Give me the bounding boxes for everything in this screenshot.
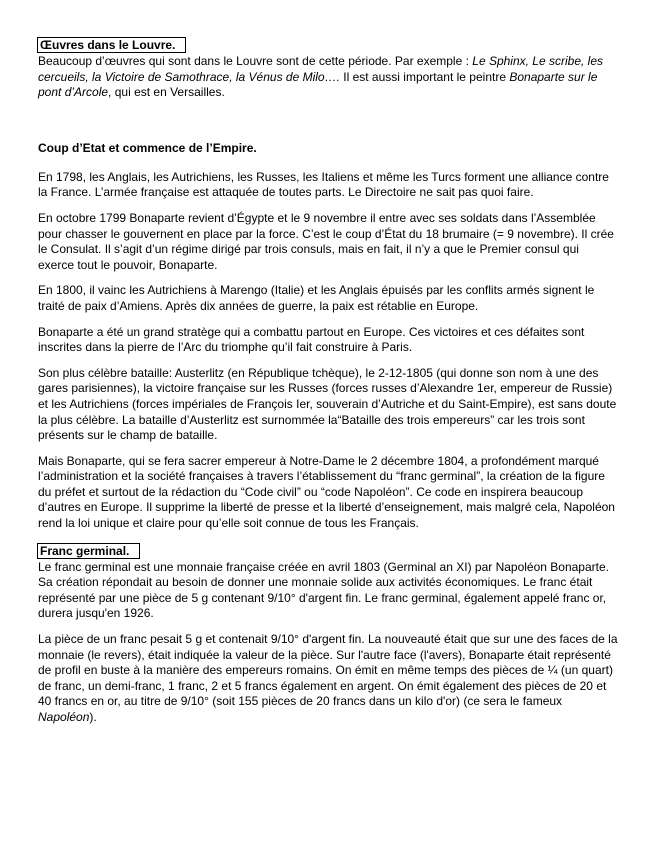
- document-page: [38, 36, 618, 726]
- franc-paragraph-2-text: La pièce de un franc pesait 5 g et contenait 9/10° d'argent fin. La nouveauté était que sur une des faces de la monnaie (le revers), était indiquée la valeur de la pièce. Sur l'autre face (l'avers), Bonaparte était représenté de profil en buste à la manière des empereurs romains. On émit en même temps des pièces de ¼ (un quart) de franc, un demi-franc, 1 franc, 2 et 5 francs également en argent. On émit également des pièces de 20 et 40 francs en or, au titre de 9/10° (soit 155 pièces de 20 francs dans un kilo d'or) (ce sera le fameux: [38, 632, 618, 709]
- empire-paragraph-5: Son plus célèbre bataille: Austerlitz (en République tchèque), le 2-12-1805 (qui donne son nom à une des gares parisiennes), la victoire française sur les Russes (forces russes d’Alexandre 1er, empereur de Russie) et les Autrichiens (forces impériales de François Ier, souverain d’Autriche et du Saint-Empire), est sans doute la plus célèbre. La bataille d’Austerlitz est surnommée la“Bataille des trois empereurs” car les trois sont présents sur le champ de bataille.: [38, 365, 617, 443]
- louvre-paragraph: [38, 54, 618, 101]
- franc-napoleon-italic: Napoléon: [38, 710, 90, 724]
- franc-paragraph-1: Le franc germinal est une monnaie française créée en avril 1803 (Germinal an XI) par Napoléon Bonaparte. Sa création répondait au besoin de donner une monnaie solide aux activités économiques. Le franc était représenté par une pièce de 5 g contenant 9/10° d'argent fin. Le franc germinal, également appelé franc or, durera jusqu'en 1926.: [38, 559, 609, 621]
- franc-paragraph-2-end: ).: [89, 710, 97, 724]
- empire-heading: Coup d’Etat et commence de l’Empire.: [38, 140, 257, 155]
- empire-paragraph-2: En octobre 1799 Bonaparte revient d’Égypte et le 9 novembre il entre avec ses soldats dans l’Assemblée pour chasser le gouvernent en place par la force. C’est le coup d’État du 18 brumaire (= 9 novembre). Il crée le Consulat. Il s’agit d’un régime dirigé par trois consuls, mais en fait, il n’y a que le Premier consul qui exerce tout le pouvoir, Bonaparte.: [38, 210, 614, 272]
- louvre-painting: Bonaparte sur le pont d’Arcole: [38, 69, 598, 100]
- louvre-text-a: Beaucoup d’œuvres qui sont dans le Louvre sont de cette période. Par exemple :: [38, 54, 473, 68]
- empire-paragraph-1: En 1798, les Anglais, les Autrichiens, les Russes, les Italiens et même les Turcs forment une alliance contre la France. L’armée française est attaquée de toutes parts. Le Directoire ne sait pas quoi faire.: [38, 169, 609, 200]
- louvre-text-b: Il est aussi important le peintre: [339, 69, 510, 84]
- franc-heading: Franc germinal.: [37, 543, 140, 559]
- empire-paragraph-4: Bonaparte a été un grand stratège qui a combattu partout en Europe. Ces victoires et ces défaites sont inscrites dans la pierre de l’Arc du triomphe qu’il fait construire à Paris.: [38, 324, 585, 355]
- louvre-heading: Œuvres dans le Louvre.: [37, 37, 186, 53]
- louvre-works: Le Sphinx, Le scribe, les cercueils, la Victoire de Samothrace, la Vénus de Milo….: [38, 54, 604, 84]
- franc-paragraph-2: [38, 632, 618, 726]
- empire-paragraph-6: Mais Bonaparte, qui se fera sacrer empereur à Notre-Dame le 2 décembre 1804, a profondément marqué l’administration et la société françaises à travers l’établissement du “franc germinal”, la création de la figure du préfet et surtout de la rédaction du “Code civil” ou “code Napoléon”. Ce code en inspirera beaucoup d’autres en Europe. Il supprime la liberté de presse et la liberté d’enseignement, mais malgré cela, Napoléon rend la loi unique et claire pour qu’elle soit connue de tous les Français.: [38, 453, 615, 531]
- empire-paragraph-3: En 1800, il vainc les Autrichiens à Marengo (Italie) et les Anglais épuisés par les conflits armés signent le traité de paix d’Amiens. Après dix années de guerre, la paix est rétablie en Europe.: [38, 283, 595, 313]
- louvre-text-c: , qui est en Versailles.: [108, 85, 225, 100]
